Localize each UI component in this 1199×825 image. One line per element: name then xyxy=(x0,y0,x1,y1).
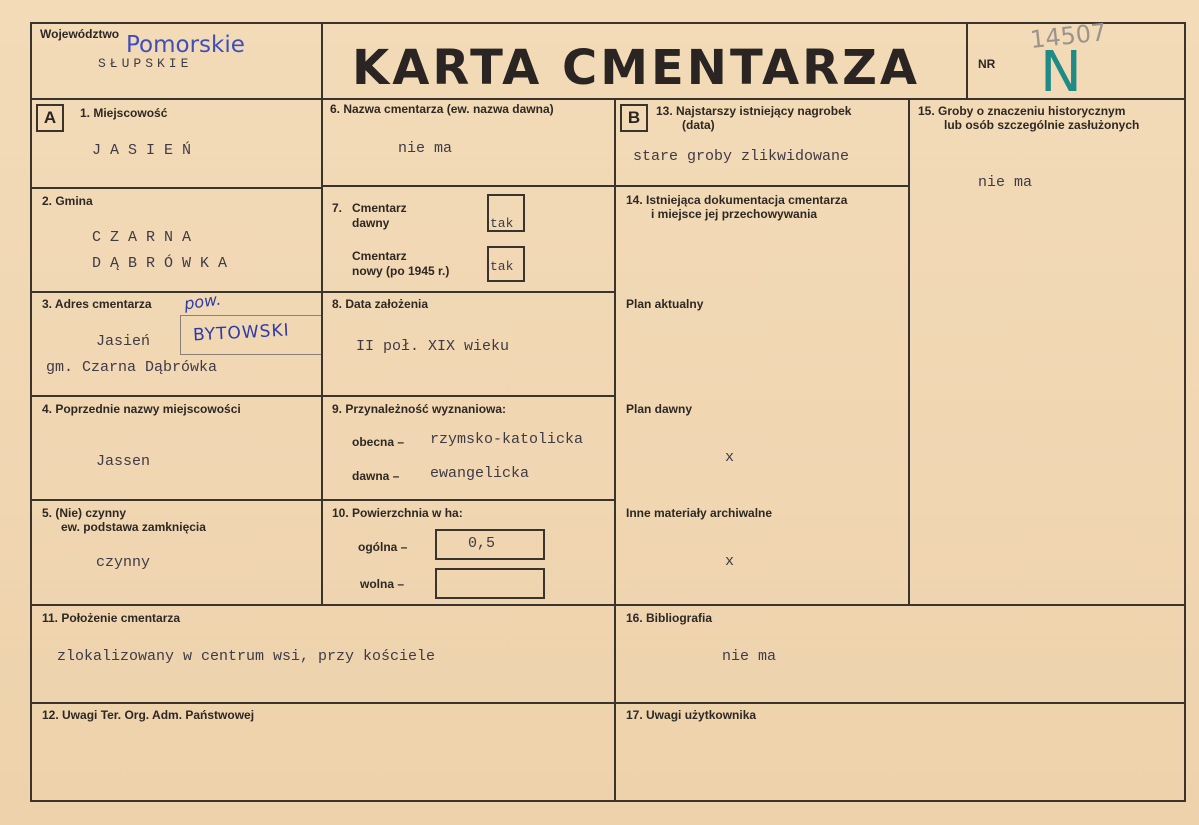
field-8-label: 8. Data założenia xyxy=(332,297,429,311)
field-15-value: nie ma xyxy=(978,174,1033,191)
field-4-value: Jassen xyxy=(96,453,151,470)
field-8-value: II poł. XIX wieku xyxy=(356,338,510,355)
field-10-wolna-box xyxy=(435,568,545,599)
field-10-wolna-label: wolna – xyxy=(360,577,405,591)
field-3-line-1: Jasień xyxy=(96,333,151,350)
field-14-label-1: 14. Istniejąca dokumentacja cmentarza xyxy=(626,193,848,207)
field-5-label-1: 5. (Nie) czynny xyxy=(42,506,127,520)
section-a-marker: A xyxy=(36,104,64,132)
border-left xyxy=(30,22,32,802)
field-7-nowy-value: tak xyxy=(490,259,514,274)
field-2-label: 2. Gmina xyxy=(42,194,93,208)
field-13-value: stare groby zlikwidowane xyxy=(633,148,850,165)
plan-aktualny-label: Plan aktualny xyxy=(626,297,704,311)
col-divider-3 xyxy=(908,98,910,605)
field-14-label-2: i miejsce jej przechowywania xyxy=(651,207,818,221)
field-10-ogolna-label: ogólna – xyxy=(358,540,408,554)
field-9-label: 9. Przynależność wyznaniowa: xyxy=(332,402,507,416)
col-divider-2 xyxy=(614,98,616,802)
field-7-dawny-label-1: Cmentarz xyxy=(352,201,407,215)
row-line-bottom-2 xyxy=(30,702,1186,704)
field-7-dawny-value: tak xyxy=(490,216,514,231)
field-6-value: nie ma xyxy=(398,140,453,157)
header-divider xyxy=(30,98,1186,100)
row-line-m3 xyxy=(321,395,615,397)
border-right xyxy=(1184,22,1186,802)
field-10-ogolna-value: 0,5 xyxy=(468,535,496,552)
field-3-handwritten-county: BYTOWSKI xyxy=(192,320,291,346)
nr-letter: N xyxy=(1040,40,1082,105)
row-line-m4 xyxy=(321,499,615,501)
voivodeship-label: Województwo xyxy=(40,27,120,41)
voivodeship-typed: SŁUPSKIE xyxy=(98,56,193,71)
nr-number: 14507 xyxy=(1028,18,1108,54)
field-16-label: 16. Bibliografia xyxy=(626,611,713,625)
border-bottom xyxy=(30,800,1186,802)
field-11-value: zlokalizowany w centrum wsi, przy kościele xyxy=(57,648,436,665)
header-vline-1 xyxy=(321,22,323,98)
field-13-label-2: (data) xyxy=(682,118,715,132)
field-7-label: 7. xyxy=(332,201,343,215)
field-7-nowy-label-2: nowy (po 1945 r.) xyxy=(352,264,450,278)
field-11-label: 11. Położenie cmentarza xyxy=(42,611,181,625)
field-1-label: 1. Miejscowość xyxy=(80,106,168,120)
field-10-label: 10. Powierzchnia w ha: xyxy=(332,506,463,520)
field-13-label-1: 13. Najstarszy istniejący nagrobek xyxy=(656,104,852,118)
field-9-dawna-label: dawna – xyxy=(352,469,400,483)
field-16-value: nie ma xyxy=(722,648,777,665)
field-7-nowy-label-1: Cmentarz xyxy=(352,249,407,263)
row-line-m2 xyxy=(321,291,615,293)
inne-materialy-label: Inne materiały archiwalne xyxy=(626,506,773,520)
field-9-dawna-value: ewangelicka xyxy=(430,465,530,482)
nr-label: NR xyxy=(978,57,996,71)
field-9-obecna-value: rzymsko-katolicka xyxy=(430,431,584,448)
row-line-a3 xyxy=(30,395,322,397)
field-12-label: 12. Uwagi Ter. Org. Adm. Państwowej xyxy=(42,708,255,722)
field-6-label: 6. Nazwa cmentarza (ew. nazwa dawna) xyxy=(330,102,554,116)
field-7-dawny-label-2: dawny xyxy=(352,216,390,230)
field-2-line-1: CZARNA xyxy=(92,229,201,246)
card-title: KARTA CMENTARZA xyxy=(352,40,921,96)
field-9-obecna-label: obecna – xyxy=(352,435,405,449)
field-15-label-1: 15. Groby o znaczeniu historycznym xyxy=(918,104,1126,118)
field-3-line-2: gm. Czarna Dąbrówka xyxy=(46,359,218,376)
border-top xyxy=(30,22,1186,24)
field-1-value: JASIEŃ xyxy=(92,142,201,159)
plan-dawny-value: x xyxy=(725,449,735,466)
voivodeship-stamp: Pomorskie xyxy=(126,32,245,58)
field-5-value: czynny xyxy=(96,554,151,571)
plan-dawny-label: Plan dawny xyxy=(626,402,693,416)
field-3-label: 3. Adres cmentarza xyxy=(42,297,152,311)
row-line-a2 xyxy=(30,291,322,293)
header-vline-2 xyxy=(966,22,968,98)
field-15-label-2: lub osób szczególnie zasłużonych xyxy=(944,118,1140,132)
field-4-label: 4. Poprzednie nazwy miejscowości xyxy=(42,402,241,416)
field-3-handwritten-pow: pow. xyxy=(182,289,223,314)
section-b-marker: B xyxy=(620,104,648,132)
col-divider-1 xyxy=(321,98,323,605)
field-5-label-2: ew. podstawa zamknięcia xyxy=(61,520,206,534)
field-2-line-2: DĄBRÓWKA xyxy=(92,255,237,272)
row-line-m1 xyxy=(321,185,615,187)
row-line-a4 xyxy=(30,499,322,501)
row-line-b1 xyxy=(614,185,909,187)
field-17-label: 17. Uwagi użytkownika xyxy=(626,708,757,722)
inne-materialy-value: x xyxy=(725,553,735,570)
row-line-bottom-1 xyxy=(30,604,1186,606)
row-line-a1 xyxy=(30,187,322,189)
